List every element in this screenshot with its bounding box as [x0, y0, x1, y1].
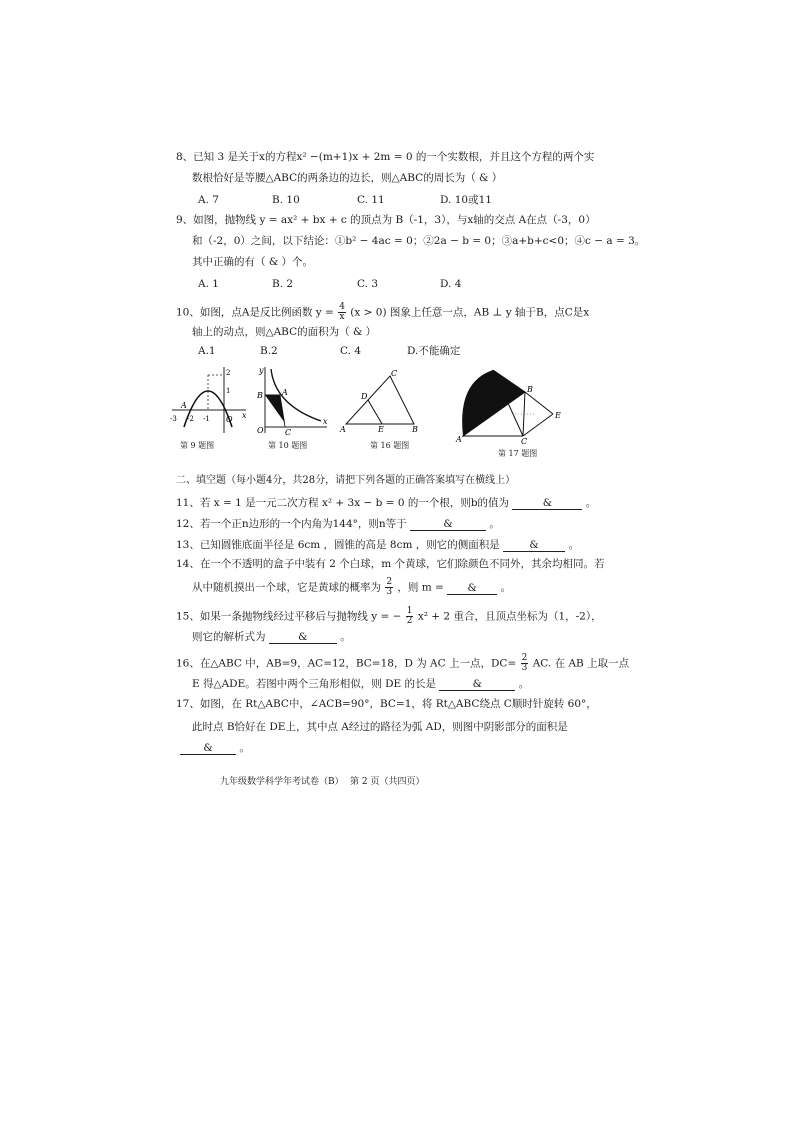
- fig17-label-b: B: [527, 385, 533, 394]
- q9-option-d: D. 4: [440, 278, 462, 290]
- fig10-caption: 第 10 题图: [268, 441, 308, 450]
- q11-answer-blank[interactable]: &: [512, 497, 582, 510]
- q8-option-d: D. 10或11: [440, 194, 492, 206]
- q10-option-b: B.2: [260, 345, 278, 357]
- q17-line3: [180, 741, 250, 755]
- footer-page-number: 第 2 页（共四页）: [350, 777, 425, 787]
- fig10-label-b: B: [257, 391, 263, 400]
- fig10-label-o: O: [257, 426, 264, 435]
- q15-frac-den: 2: [406, 616, 413, 626]
- fig16-label-a: A: [340, 425, 346, 434]
- q10-frac-num: 4: [339, 302, 345, 312]
- q10-option-a: A.1: [198, 345, 216, 357]
- q16-end: 。: [518, 678, 530, 690]
- q10-option-c: C. 4: [340, 345, 362, 357]
- q17-line2: 此时点 B恰好在 DE上，其中点 A经过的路径为弧 AD，则图中阴影部分的面积是: [192, 721, 568, 733]
- q15-line2: [192, 630, 351, 644]
- fig16-label-b: B: [412, 425, 418, 434]
- q8-line1: 8、已知 3 是关于x的方程x² −(m+1)x + 2m = 0 的一个实数根，并且这个方程的两个实: [176, 151, 595, 163]
- q14-line1: 14、在一个不透明的盒子中装有 2 个白球，m 个黄球，它们除颜色不同外，其余均相同。若: [176, 558, 605, 570]
- fig10-label-x: x: [323, 417, 328, 426]
- fig9-label-one: 1: [226, 387, 231, 395]
- section2-heading: 二、填空题（每小题4分，共28分，请把下列各题的正确答案填写在横线上）: [176, 475, 516, 486]
- q17-answer-blank[interactable]: &: [180, 742, 236, 755]
- q14-frac-num: 2: [386, 577, 393, 587]
- q12-end: 。: [489, 518, 500, 530]
- q16-fraction: [521, 654, 529, 673]
- q13-line: [176, 538, 579, 552]
- q16-line1: [176, 654, 629, 673]
- q9-line1: 9、如图，抛物线 y = ax² + bx + c 的顶点为 B（-1，3），与x轴的交点 A在点（-3，0）: [176, 214, 596, 226]
- q9-line2: 和（-2，0）之间，以下结论：①b² − 4ac = 0；②2a − b = 0；③a+b+c<0；④c − a = 3。: [192, 235, 646, 247]
- q13-text: 13、已知圆锥底面半径是 6cm ，圆锥的高是 8cm ，则它的侧面积是: [176, 539, 500, 551]
- q12-text: 12、若一个正n边形的一个内角为144°，则n等于: [176, 518, 407, 530]
- q10-option-d: D.不能确定: [407, 345, 461, 357]
- q10-line1-pre: 10、如图，点A是反比例函数 y =: [176, 306, 334, 319]
- q12-answer-blank[interactable]: &: [410, 518, 486, 531]
- q9-option-a: A. 1: [198, 278, 219, 290]
- fig17-label-c: C: [521, 437, 528, 444]
- q15-line1-pre: 15、如果一条抛物线经过平移后与抛物线 y = −: [176, 610, 402, 623]
- q15-line2-text: 则它的解析式为: [192, 631, 266, 643]
- q15-line1: [176, 607, 602, 626]
- q8-option-c: C. 11: [357, 194, 385, 206]
- figure-17-rotation: [455, 362, 565, 444]
- q14-line2: [192, 578, 511, 597]
- q10-frac-den: x: [339, 312, 345, 322]
- fig9-caption: 第 9 题图: [180, 441, 215, 450]
- fig9-label-neg1: -1: [203, 415, 210, 423]
- q8-option-a: A. 7: [198, 194, 219, 206]
- q11-line: [176, 496, 596, 510]
- q13-end: 。: [568, 539, 579, 551]
- q16-line2: [192, 677, 529, 691]
- fig17-caption: 第 17 题图: [498, 449, 538, 458]
- q8-option-b: B. 10: [272, 194, 300, 206]
- fig10-label-a: A: [282, 388, 288, 397]
- q14-end: 。: [500, 581, 512, 594]
- fig9-label-x: x: [242, 411, 247, 420]
- figure-16-triangle: [338, 368, 423, 436]
- q15-fraction: [406, 607, 414, 626]
- q14-line2-post: ，则 m =: [397, 581, 444, 594]
- q10-fraction: [338, 303, 346, 322]
- q17-end: 。: [239, 742, 250, 754]
- q12-line: [176, 517, 500, 531]
- q11-text: 11、若 x = 1 是一元二次方程 x² + 3x − b = 0 的一个根，则b的值为: [176, 497, 510, 509]
- fig16-label-e: E: [378, 425, 384, 434]
- q15-end: 。: [340, 631, 351, 643]
- q14-line2-pre: 从中随机摸出一个球，它是黄球的概率为: [192, 581, 381, 594]
- fig16-label-d: D: [361, 392, 368, 401]
- q16-answer-blank[interactable]: &: [439, 678, 515, 691]
- q11-end: 。: [585, 497, 597, 509]
- fig17-label-e: E: [555, 411, 561, 420]
- fig9-label-neg2: -2: [187, 415, 194, 423]
- q17-line1: 17、如图，在 Rt△ABC中，∠ACB=90°，BC=1，将 Rt△ABC绕点 C顺时针旋转 60°，: [176, 698, 597, 710]
- fig9-label-two: 2: [226, 369, 231, 377]
- fig16-caption: 第 16 题图: [370, 441, 410, 450]
- fig9-label-o: O: [226, 415, 233, 424]
- q10-line1-post: (x > 0) 图象上任意一点，AB ⊥ y 轴于B，点C是x: [350, 306, 590, 319]
- q16-line1-pre: 16、在△ABC 中，AB=9，AC=12，BC=18，D 为 AC 上一点，DC=: [176, 657, 517, 670]
- q9-option-c: C. 3: [357, 278, 379, 290]
- q15-answer-blank[interactable]: &: [269, 631, 337, 644]
- fig17-label-d: D: [491, 363, 498, 372]
- q15-line1-post: x² + 2 重合，且顶点坐标为（1，-2），: [417, 610, 602, 623]
- q16-line1-post: AC. 在 AB 上取一点: [532, 657, 630, 670]
- q10-line1: [176, 303, 589, 322]
- fig9-label-a: A: [181, 401, 187, 410]
- q16-frac-den: 3: [521, 663, 528, 673]
- q8-line2: 数根恰好是等腰△ABC的两条边的边长，则△ABC的周长为（ & ）: [192, 172, 503, 184]
- footer-exam-title: 九年级数学科学年考试卷（B）: [220, 777, 344, 787]
- q13-answer-blank[interactable]: &: [503, 539, 565, 552]
- q15-frac-num: 1: [406, 606, 413, 616]
- q10-line2: 轴上的动点，则△ABC的面积为（ & ）: [192, 326, 377, 338]
- figure-9-parabola: [170, 365, 250, 435]
- q14-fraction: [385, 578, 393, 597]
- fig16-label-c: C: [391, 369, 398, 378]
- q9-line3: 其中正确的有（ & ）个。: [192, 256, 314, 268]
- fig17-label-a: A: [456, 435, 462, 444]
- q14-frac-den: 3: [386, 587, 393, 597]
- fig10-label-c: C: [285, 428, 292, 435]
- q14-answer-blank[interactable]: &: [447, 582, 497, 595]
- q16-line2-text: E 得△ADE。若图中两个三角形相似，则 DE 的长是: [192, 678, 437, 690]
- figure-10-hyperbola: [255, 365, 330, 435]
- q9-option-b: B. 2: [272, 278, 294, 290]
- fig9-label-neg3: -3: [170, 415, 177, 423]
- q16-frac-num: 2: [521, 653, 528, 663]
- fig10-label-y: y: [259, 366, 264, 375]
